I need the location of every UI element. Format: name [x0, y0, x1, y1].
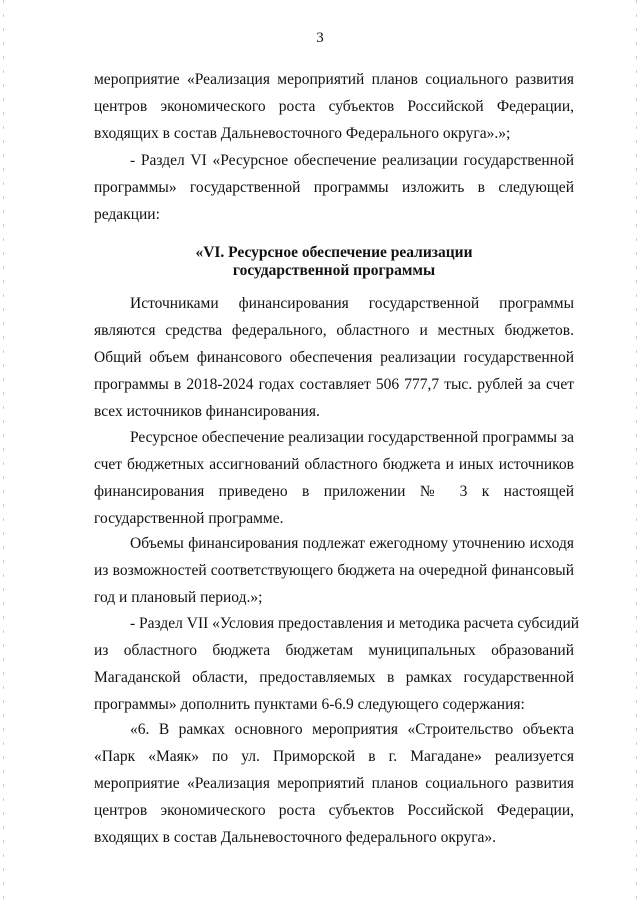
paragraph-line: Общий объем финансового обеспечения реализации государственной	[94, 349, 574, 367]
paragraph-line: мероприятие «Реализация мероприятий планов социального развития	[94, 775, 574, 793]
paragraph-5	[94, 530, 574, 611]
paragraph-6	[94, 610, 580, 718]
paragraph-line: «6. В рамках основного мероприятия «Строительство объекта	[130, 721, 574, 738]
paragraph-line: Объемы финансирования подлежат ежегодному уточнению исходя	[130, 535, 574, 552]
paragraph-line: центров экономического роста субъектов Российской Федерации,	[94, 802, 574, 820]
paragraph-line: из возможностей соответствующего бюджета на очередной финансовый	[94, 562, 574, 580]
paragraph-line: - Раздел VI «Ресурсное обеспечение реализации государственной	[130, 152, 574, 169]
paragraph-1	[94, 66, 574, 147]
paragraph-line: всех источников финансирования.	[94, 403, 320, 421]
paragraph-line: входящих в состав Дальневосточного федерального округа».	[94, 829, 497, 847]
paragraph-line: Магаданской области, предоставляемых в рамках государственной	[94, 669, 574, 687]
paragraph-3	[94, 290, 574, 425]
paragraph-line: являются средства федерального, областного и местных бюджетов.	[94, 322, 574, 340]
scan-edge-right	[636, 0, 637, 905]
paragraph-line: счет бюджетных ассигнований областного бюджета и иных источников	[94, 456, 574, 474]
paragraph-line: редакции:	[94, 206, 160, 224]
paragraph-line: год и плановый период.»;	[94, 589, 263, 607]
paragraph-line: Ресурсное обеспечение реализации государственной программы за	[130, 429, 574, 446]
paragraph-line: программы» дополнить пунктами 6-6.9 следующего содержания:	[94, 696, 525, 714]
page-number: 3	[316, 30, 324, 46]
paragraph-line: финансирования приведено в приложении № 3 к настоящей	[94, 483, 574, 501]
paragraph-4	[94, 424, 574, 532]
paragraph-2	[94, 147, 574, 228]
section-heading	[94, 244, 574, 280]
paragraph-line: из областного бюджета бюджетам муниципальных образований	[94, 642, 574, 660]
section-heading-line: «VI. Ресурсное обеспечение реализации	[195, 244, 473, 261]
scan-edge-left	[3, 0, 4, 905]
paragraph-line: входящих в состав Дальневосточного Федерального округа».»;	[94, 125, 511, 143]
paragraph-line: мероприятие «Реализация мероприятий планов социального развития	[94, 71, 574, 88]
section-heading-line: государственной программы	[232, 262, 436, 279]
paragraph-line: центров экономического роста субъектов Российской Федерации,	[94, 98, 574, 116]
paragraph-line: «Парк «Маяк» по ул. Приморской в г. Магадане» реализуется	[94, 748, 574, 766]
paragraph-line: государственной программе.	[94, 510, 284, 528]
paragraph-line: программы» государственной программы изложить в следующей	[94, 179, 574, 197]
paragraph-7	[94, 716, 574, 851]
paragraph-line: программы в 2018-2024 годах составляет 506 777,7 тыс. рублей за счет	[94, 376, 574, 394]
paragraph-line: Источниками финансирования государственной программы	[130, 295, 574, 312]
paragraph-line: - Раздел VII «Условия предоставления и методика расчета субсидий	[130, 615, 580, 632]
